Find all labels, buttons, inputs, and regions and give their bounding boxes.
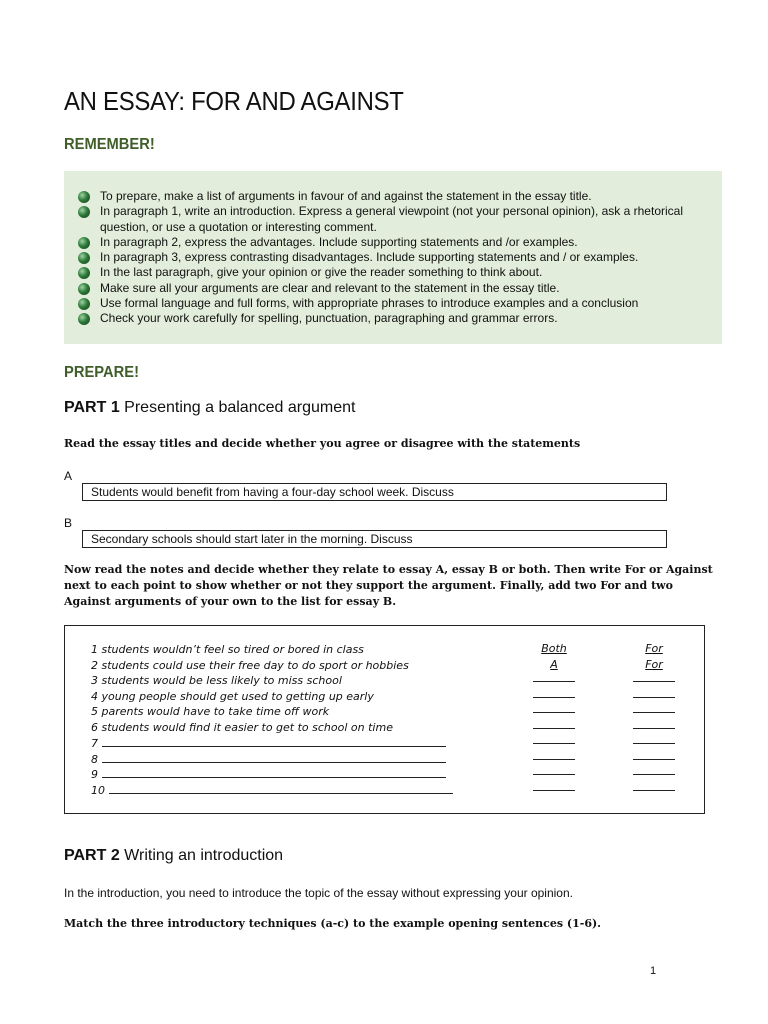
note-row: [91, 767, 446, 781]
note-stance-answer-blank[interactable]: [633, 782, 675, 791]
note-text: young people should get used to getting up early: [101, 689, 374, 703]
note-essay-answer-blank[interactable]: [533, 751, 575, 760]
note-essay-answer-blank[interactable]: [533, 673, 575, 682]
green-bullet-icon: [78, 267, 90, 279]
remember-item-text: Use formal language and full forms, with appropriate phrases to introduce examples and a conclusion: [100, 296, 639, 311]
page-title: AN ESSAY: FOR AND AGAINST: [64, 86, 404, 116]
note-essay-answer[interactable]: Both: [541, 642, 567, 655]
note-write-line[interactable]: [102, 752, 446, 763]
note-essay-answer[interactable]: A: [550, 657, 558, 671]
part2-intro-text: In the introduction, you need to introduce the topic of the essay without expressing your opinion.: [64, 886, 573, 900]
part2-title: Writing an introduction: [124, 847, 284, 864]
note-row: [91, 705, 329, 718]
note-number: 10: [91, 783, 105, 797]
remember-item-text: In paragraph 2, express the advantages. Include supporting statements and /or examples.: [100, 234, 578, 249]
note-text: students wouldn’t feel so tired or bored in class: [101, 643, 364, 656]
note-stance-answer[interactable]: For: [645, 642, 663, 655]
note-number: 7: [91, 737, 98, 750]
green-bullet-icon: [78, 237, 90, 249]
note-row: [91, 674, 342, 687]
part1-heading: [64, 399, 355, 417]
part2-instruction: Match the three introductory techniques (a-c) to the example opening sentences (1-6).: [64, 917, 602, 930]
green-bullet-icon: [78, 298, 90, 310]
remember-item: [78, 235, 708, 250]
note-essay-answer-blank[interactable]: [533, 782, 575, 791]
note-essay-answer-blank[interactable]: [533, 720, 575, 729]
note-stance-answer[interactable]: For: [645, 657, 663, 671]
note-stance-answer-blank[interactable]: [633, 720, 675, 729]
note-number: 6: [91, 720, 98, 734]
note-row: [91, 783, 453, 797]
essay-b-letter: B: [64, 516, 73, 530]
note-number: 8: [91, 752, 98, 766]
note-number: 9: [91, 768, 98, 781]
essay-b-box: Secondary schools should start later in the morning. Discuss: [82, 530, 667, 548]
note-essay-answer-blank[interactable]: [533, 704, 575, 713]
part1-instruction: Read the essay titles and decide whether you agree or disagree with the statements: [64, 437, 581, 450]
note-stance-answer-blank[interactable]: [633, 751, 675, 760]
part1-label: PART 1: [64, 399, 120, 416]
note-essay-answer-blank[interactable]: [533, 766, 575, 775]
notes-box: [64, 625, 705, 814]
note-row: [91, 752, 446, 766]
note-row: [91, 690, 374, 703]
note-stance-answer-blank[interactable]: [633, 735, 675, 744]
note-essay-answer-blank[interactable]: [533, 689, 575, 698]
remember-item-text: Check your work carefully for spelling, punctuation, paragraphing and grammar errors.: [100, 311, 558, 326]
note-write-line[interactable]: [102, 736, 446, 747]
remember-item-text: In paragraph 3, express contrasting disadvantages. Include supporting statements and / or examples.: [100, 250, 639, 265]
essay-a-box: Students would benefit from having a four-day school week. Discuss: [82, 483, 667, 501]
remember-item: [78, 281, 708, 296]
essay-a-letter: A: [64, 469, 73, 483]
green-bullet-icon: [78, 191, 90, 203]
note-row: [91, 721, 393, 734]
page-number: 1: [650, 965, 657, 977]
green-bullet-icon: [78, 313, 90, 325]
remember-box: [64, 171, 722, 344]
remember-list: [78, 189, 708, 327]
note-write-line[interactable]: [102, 767, 446, 778]
note-text: students would be less likely to miss school: [101, 674, 342, 687]
green-bullet-icon: [78, 252, 90, 264]
remember-item-text: To prepare, make a list of arguments in favour of and against the statement in the essay title.: [100, 189, 592, 203]
note-essay-answer-blank[interactable]: [533, 735, 575, 744]
note-text: parents would have to take time off work: [101, 705, 330, 718]
note-stance-answer-blank[interactable]: [633, 766, 675, 775]
remember-item: [78, 296, 708, 311]
part2-heading: [64, 847, 283, 865]
remember-item: [78, 265, 708, 280]
part1-instruction2: Now read the notes and decide whether they relate to essay A, essay B or both. Then write For or Against next to each point to show whether or not they support the argument. Finally, add two For and two Against arguments of your own to the list for essay B.: [64, 563, 713, 608]
note-text: students would find it easier to get to school on time: [101, 720, 393, 734]
note-row: [91, 643, 364, 656]
remember-heading: REMEMBER!: [64, 136, 155, 153]
green-bullet-icon: [78, 283, 90, 295]
note-number: 3: [91, 674, 98, 687]
remember-item: [78, 311, 708, 326]
remember-item: [78, 189, 708, 204]
green-bullet-icon: [78, 206, 90, 218]
note-number: 1: [91, 643, 98, 656]
note-number: 2: [91, 658, 98, 672]
prepare-heading: PREPARE!: [64, 364, 139, 381]
part1-title: Presenting a balanced argument: [124, 399, 356, 416]
note-number: 4: [91, 689, 98, 703]
remember-item: [78, 250, 708, 265]
note-text: students could use their free day to do sport or hobbies: [101, 658, 409, 672]
note-number: 5: [91, 705, 98, 718]
remember-item-text: In the last paragraph, give your opinion or give the reader something to think about.: [100, 265, 543, 280]
note-write-line[interactable]: [109, 783, 453, 794]
note-stance-answer-blank[interactable]: [633, 689, 675, 698]
remember-item: [78, 204, 708, 235]
note-stance-answer-blank[interactable]: [633, 673, 675, 682]
remember-item-text: In paragraph 1, write an introduction. Express a general viewpoint (not your personal opinion), ask a rhetorical question, or use a quotation or interesting comment.: [100, 204, 683, 234]
part2-label: PART 2: [64, 847, 120, 864]
note-row: [91, 659, 409, 672]
note-row: [91, 736, 446, 750]
remember-item-text: Make sure all your arguments are clear and relevant to the statement in the essay title.: [100, 280, 560, 295]
note-stance-answer-blank[interactable]: [633, 704, 675, 713]
